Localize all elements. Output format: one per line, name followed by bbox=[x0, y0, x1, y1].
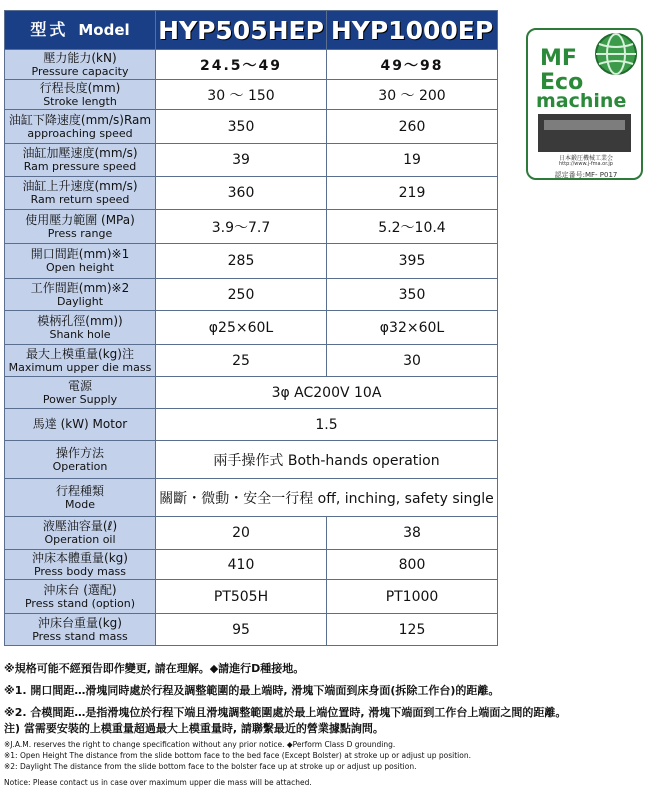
note-zh-3: ※2. 合模間距…是指滑塊位於行程下端且滑塊調整範圍處於最上端位置時, 滑塊下端面到工作台上端面之間的距離。 bbox=[4, 706, 567, 719]
spec-row-operation bbox=[5, 441, 498, 479]
row-label-zh: 沖床台重量(kg) bbox=[38, 615, 122, 630]
row-value-model-2: 38 bbox=[327, 517, 498, 550]
row-label-en: Pressure capacity bbox=[31, 64, 129, 78]
row-label-en: Press stand mass bbox=[32, 629, 128, 643]
spec-row-press-range bbox=[5, 210, 498, 244]
model-label-en: Model bbox=[78, 21, 130, 39]
row-label-zh: 油缸加壓速度(mm/s) bbox=[22, 146, 138, 160]
row-label-en: Power Supply bbox=[42, 392, 118, 406]
row-label-zh: 油缸下降速度(mm/s)Ram bbox=[8, 112, 152, 127]
row-label-en: Ram pressure speed bbox=[23, 160, 137, 173]
notes-block bbox=[4, 660, 644, 787]
row-value-model-1: 30 ～ 150 bbox=[156, 80, 327, 110]
row-label-cell bbox=[5, 517, 156, 550]
logo-association: 日本鍛圧機械工業会 bbox=[558, 155, 613, 162]
row-label-zh: 壓力能力(kN) bbox=[43, 50, 117, 65]
row-value-model-2: 30 bbox=[327, 345, 498, 377]
spec-row-open-height bbox=[5, 244, 498, 279]
row-label-en: Maximum upper die mass bbox=[8, 360, 152, 374]
row-value-model-2: 219 bbox=[327, 177, 498, 210]
row-label-en: Operation bbox=[52, 459, 108, 473]
row-label-en: Daylight bbox=[56, 294, 104, 308]
logo-machine-text: machine bbox=[536, 90, 627, 112]
row-value-model-1: 24.5～49 bbox=[156, 50, 327, 80]
row-label-en: Shank hole bbox=[49, 327, 111, 341]
note-zh-4: 注) 當需要安裝的上模重量超過最大上模重量時, 請聯繫最近的營業據點詢問。 bbox=[4, 722, 384, 735]
row-label-en: Mode bbox=[65, 497, 95, 511]
row-label-en: Operation oil bbox=[44, 533, 116, 546]
row-label-cell bbox=[5, 244, 156, 279]
row-value-model-2: PT1000 bbox=[327, 580, 498, 614]
row-value-model-2: φ32×60L bbox=[327, 311, 498, 345]
row-value-model-1: 25 bbox=[156, 345, 327, 377]
row-label-zh: 模柄孔徑(mm)) bbox=[37, 313, 123, 328]
row-label-en: Stroke length bbox=[43, 94, 117, 108]
spec-row-shank-hole bbox=[5, 311, 498, 345]
row-label-en: Press body mass bbox=[33, 564, 127, 578]
row-label-cell bbox=[5, 110, 156, 144]
note-en-1: ※J.A.M. reserves the right to change specification without any prior notice. ◆Perform Class D grounding. bbox=[4, 740, 396, 749]
row-label-zh: 工作間距(mm)※2 bbox=[30, 280, 130, 295]
row-value-model-1: 360 bbox=[156, 177, 327, 210]
row-value-model-1: PT505H bbox=[156, 580, 327, 614]
spec-row-daylight bbox=[5, 279, 498, 311]
note-en-3: ※2: Daylight The distance from the slide bottom face to the bolster face up at stroke up or adjust up position. bbox=[4, 762, 417, 771]
spec-row-ram-pressure-speed bbox=[5, 144, 498, 177]
row-label-cell bbox=[5, 80, 156, 110]
row-label-zh: 油缸上升速度(mm/s) bbox=[22, 179, 138, 193]
row-label-zh: 行程種類 bbox=[55, 483, 104, 498]
row-value-merged: 1.5 bbox=[156, 409, 498, 441]
row-label-zh: 沖床本體重量(kg) bbox=[32, 550, 128, 565]
row-label-zh: 操作方法 bbox=[55, 445, 104, 460]
row-value-model-1: 3.9～7.7 bbox=[156, 210, 327, 244]
logo-plate bbox=[538, 114, 631, 152]
row-label-zh: 使用壓力範圍 (MPa) bbox=[25, 212, 135, 227]
model-header-cell bbox=[5, 11, 156, 50]
row-label-cell bbox=[5, 409, 156, 441]
row-value-model-2: 125 bbox=[327, 614, 498, 646]
spec-row-power-supply bbox=[5, 377, 498, 409]
row-label-zh: 開口間距(mm)※1 bbox=[30, 247, 130, 261]
row-value-merged: 兩手操作式 Both-hands operation bbox=[156, 441, 498, 479]
spec-row-approaching-speed bbox=[5, 110, 498, 144]
row-value-model-1: 350 bbox=[156, 110, 327, 144]
row-label-cell bbox=[5, 550, 156, 580]
spec-row-press-body-mass bbox=[5, 550, 498, 580]
globe-icon bbox=[594, 32, 638, 76]
row-value-merged: 3φ AC200V 10A bbox=[156, 377, 498, 409]
row-value-model-2: 49～98 bbox=[327, 50, 498, 80]
row-value-model-2: 395 bbox=[327, 244, 498, 279]
row-label-cell bbox=[5, 144, 156, 177]
spec-row-kw-motor bbox=[5, 409, 498, 441]
row-value-model-1: 410 bbox=[156, 550, 327, 580]
row-label-zh: 沖床台 (選配) bbox=[43, 582, 117, 597]
spec-row-pressure-capacity bbox=[5, 50, 498, 80]
row-value-model-1: 285 bbox=[156, 244, 327, 279]
row-label-cell bbox=[5, 50, 156, 80]
spec-row-press-stand-mass bbox=[5, 614, 498, 646]
row-value-model-2: 5.2～10.4 bbox=[327, 210, 498, 244]
row-label-cell bbox=[5, 479, 156, 517]
spec-row-ram-return-speed bbox=[5, 177, 498, 210]
row-value-model-2: 350 bbox=[327, 279, 498, 311]
spec-table bbox=[4, 10, 498, 646]
row-label-en: Ram return speed bbox=[30, 193, 130, 206]
row-value-model-2: 800 bbox=[327, 550, 498, 580]
row-label-zh: 最大上模重量(kg)注 bbox=[26, 346, 134, 361]
logo-plate-bar bbox=[544, 120, 625, 130]
row-label-cell bbox=[5, 210, 156, 244]
row-value-merged: 關斷・微動・安全一行程 off, inching, safety single bbox=[156, 479, 498, 517]
row-label-cell bbox=[5, 177, 156, 210]
note-zh-2: ※1. 開口間距…滑塊同時處於行程及調整範圍的最上端時, 滑塊下端面到床身面(拆除工作台)的距離。 bbox=[4, 684, 500, 697]
spec-row-maximum-upper-die-mass bbox=[5, 345, 498, 377]
note-en-4: Notice: Please contact us in case over maximum upper die mass will be attached. bbox=[4, 778, 312, 787]
row-label-zh: 行程長度(mm) bbox=[39, 80, 121, 95]
spec-row-operation-oil bbox=[5, 517, 498, 550]
spec-row-press-stand-option bbox=[5, 580, 498, 614]
row-label-zh: 電源 bbox=[67, 378, 92, 393]
row-value-model-1: 39 bbox=[156, 144, 327, 177]
logo-url: http://www.j-fma.or.jp bbox=[558, 161, 613, 167]
table-header-row bbox=[5, 11, 498, 50]
row-label-cell bbox=[5, 614, 156, 646]
row-label-en: approaching speed bbox=[27, 126, 133, 140]
row-label-cell bbox=[5, 345, 156, 377]
row-value-model-2: 30 ～ 200 bbox=[327, 80, 498, 110]
model-label-zh: 型式 bbox=[30, 20, 69, 39]
row-value-model-1: 95 bbox=[156, 614, 327, 646]
note-zh-1: ※規格可能不經預告即作變更, 請在理解。◆請進行D種接地。 bbox=[4, 662, 305, 675]
row-label-cell bbox=[5, 279, 156, 311]
note-en-2: ※1: Open Height The distance from the slide bottom face to the bed face (Except Bolster) at stroke up or adjust up position. bbox=[4, 751, 471, 760]
row-value-model-1: 20 bbox=[156, 517, 327, 550]
model-name-2: HYP1000EP bbox=[327, 11, 498, 50]
spec-row-mode bbox=[5, 479, 498, 517]
row-value-model-1: φ25×60L bbox=[156, 311, 327, 345]
logo-eco-text: Eco bbox=[540, 70, 584, 95]
logo-registration: 認定番号:MF- P017 bbox=[554, 171, 618, 179]
model-name-1: HYP505HEP bbox=[156, 11, 327, 50]
row-label-cell bbox=[5, 441, 156, 479]
row-label-cell bbox=[5, 580, 156, 614]
row-label-en: Press stand (option) bbox=[24, 596, 136, 610]
row-label-en: Press range bbox=[47, 226, 113, 240]
row-value-model-2: 260 bbox=[327, 110, 498, 144]
row-label-cell bbox=[5, 311, 156, 345]
row-label-cell bbox=[5, 377, 156, 409]
row-label-en: Open height bbox=[46, 261, 114, 274]
mf-eco-machine-logo bbox=[526, 28, 643, 180]
logo-mf-text: MF bbox=[540, 46, 577, 71]
spec-row-stroke-length bbox=[5, 80, 498, 110]
row-label-zh: 液壓油容量(ℓ) bbox=[42, 519, 118, 533]
row-label-zh: 馬達 (kW) Motor bbox=[32, 417, 128, 431]
row-value-model-1: 250 bbox=[156, 279, 327, 311]
row-value-model-2: 19 bbox=[327, 144, 498, 177]
